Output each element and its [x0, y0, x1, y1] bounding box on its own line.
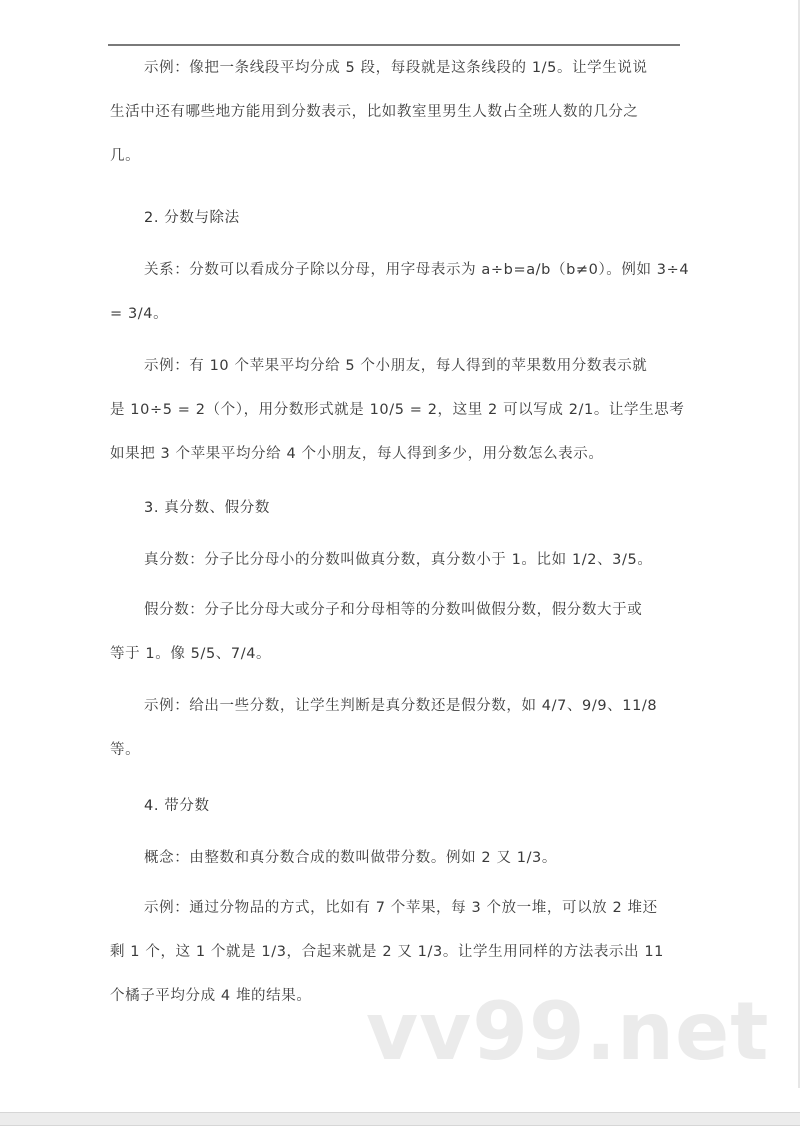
- text-line: 是 10÷5 = 2（个），用分数形式就是 10/5 = 2，这里 2 可以写成 2/1。让学生思考: [110, 402, 685, 418]
- text-line: 关系：分数可以看成分子除以分母，用字母表示为 a÷b=a/b（b≠0）。例如 3÷4: [144, 262, 690, 278]
- text-line: 等于 1。像 5/5、7/4。: [110, 646, 272, 662]
- text-line: 个橘子平均分成 4 堆的结果。: [110, 988, 312, 1004]
- text-line: 示例：通过分物品的方式，比如有 7 个苹果，每 3 个放一堆，可以放 2 堆还: [144, 900, 658, 916]
- text-line: 示例：给出一些分数，让学生判断是真分数还是假分数，如 4/7、9/9、11/8: [144, 698, 658, 714]
- text-line: 假分数：分子比分母大或分子和分母相等的分数叫做假分数，假分数大于或: [144, 602, 643, 618]
- heading-text: 3. 真分数、假分数: [144, 500, 270, 516]
- page-separator: [0, 1112, 800, 1126]
- text-line: 概念：由整数和真分数合成的数叫做带分数。例如 2 又 1/3。: [144, 850, 557, 866]
- text-line: 示例：像把一条线段平均分成 5 段，每段就是这条线段的 1/5。让学生说说: [144, 60, 648, 76]
- text-line: 几。: [110, 148, 141, 164]
- text-line: 如果把 3 个苹果平均分给 4 个小朋友，每人得到多少，用分数怎么表示。: [110, 446, 604, 462]
- text-line: 剩 1 个，这 1 个就是 1/3，合起来就是 2 又 1/3。让学生用同样的方法表示出 11: [110, 944, 664, 960]
- text-line: 示例：有 10 个苹果平均分给 5 个小朋友，每人得到的苹果数用分数表示就: [144, 358, 648, 374]
- next-page-top: [0, 1126, 800, 1137]
- text-line: 生活中还有哪些地方能用到分数表示，比如教室里男生人数占全班人数的几分之: [110, 104, 639, 120]
- header-rule: [108, 44, 680, 46]
- text-line: = 3/4。: [110, 306, 169, 322]
- text-line: 真分数：分子比分母小的分数叫做真分数，真分数小于 1。比如 1/2、3/5。: [144, 552, 653, 568]
- text-line: 等。: [110, 742, 141, 758]
- watermark: vv99.net: [366, 985, 770, 1078]
- heading-text: 4. 带分数: [144, 798, 210, 814]
- heading-text: 2. 分数与除法: [144, 210, 240, 226]
